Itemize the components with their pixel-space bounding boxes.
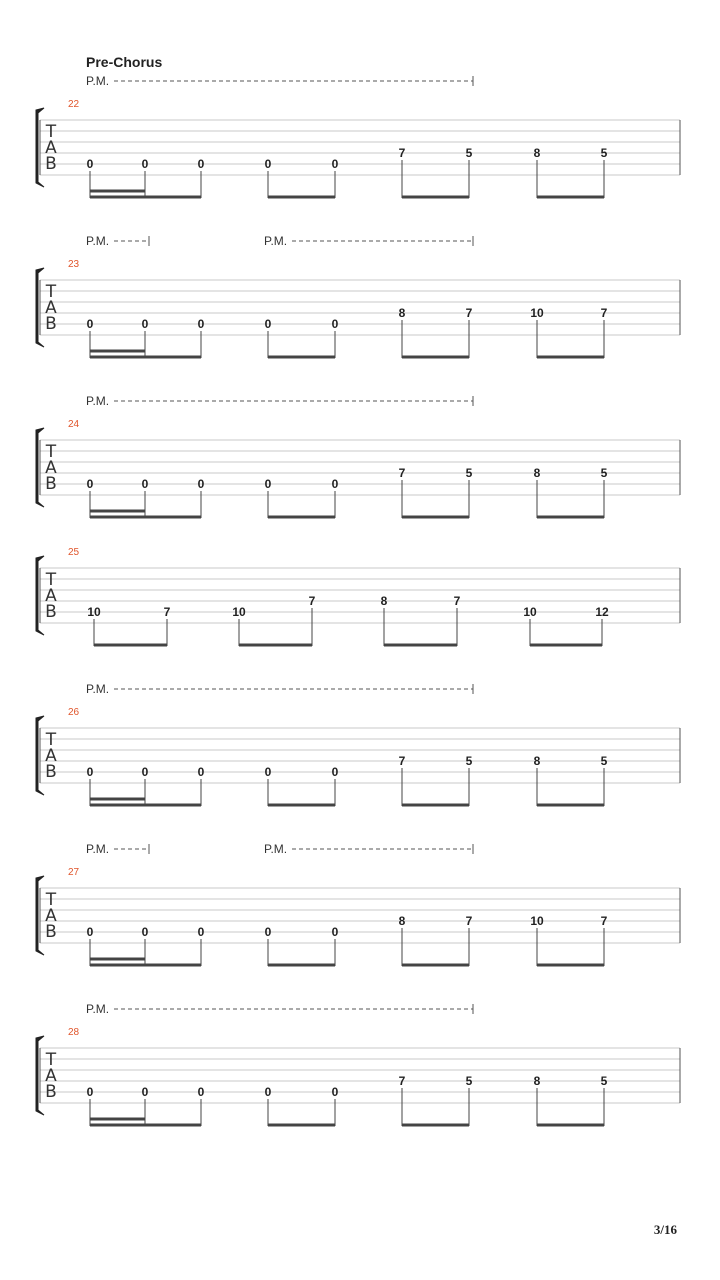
fret-number: 5 xyxy=(465,754,473,768)
tab-clef-letter: B xyxy=(45,922,57,942)
section-title: Pre-Chorus xyxy=(86,54,163,70)
fret-number: 0 xyxy=(331,765,339,779)
fret-number: 0 xyxy=(197,157,205,171)
palm-mute-label: P.M. xyxy=(264,234,288,248)
palm-mute-label: P.M. xyxy=(86,1002,110,1016)
fret-number: 0 xyxy=(141,477,149,491)
fret-number: 0 xyxy=(331,925,339,939)
tab-clef-letter: T xyxy=(45,570,57,590)
tab-clef-letter: A xyxy=(45,746,57,766)
fret-number: 0 xyxy=(264,157,272,171)
fret-number: 0 xyxy=(86,477,94,491)
fret-number: 0 xyxy=(197,1085,205,1099)
palm-mute-label: P.M. xyxy=(86,74,110,88)
fret-number: 0 xyxy=(141,1085,149,1099)
fret-number: 7 xyxy=(600,914,608,928)
fret-number: 5 xyxy=(465,1074,473,1088)
tab-clef-letter: A xyxy=(45,586,57,606)
fret-number: 0 xyxy=(197,317,205,331)
fret-number: 0 xyxy=(264,1085,272,1099)
fret-number: 5 xyxy=(600,754,608,768)
fret-number: 8 xyxy=(533,146,541,160)
fret-number: 10 xyxy=(530,914,544,928)
fret-number: 0 xyxy=(86,765,94,779)
fret-number: 0 xyxy=(141,157,149,171)
fret-number: 10 xyxy=(232,605,246,619)
fret-number: 0 xyxy=(264,765,272,779)
fret-number: 0 xyxy=(197,477,205,491)
fret-number: 0 xyxy=(264,317,272,331)
fret-number: 7 xyxy=(398,466,406,480)
tab-clef-letter: B xyxy=(45,314,57,334)
fret-number: 7 xyxy=(308,594,316,608)
fret-number: 0 xyxy=(197,925,205,939)
fret-number: 8 xyxy=(380,594,388,608)
fret-number: 0 xyxy=(141,317,149,331)
bar-number: 25 xyxy=(68,547,80,558)
fret-number: 0 xyxy=(197,765,205,779)
tab-clef-letter: B xyxy=(45,1082,57,1102)
fret-number: 7 xyxy=(163,605,171,619)
palm-mute-label: P.M. xyxy=(86,234,110,248)
bar-number: 23 xyxy=(68,259,80,270)
fret-number: 10 xyxy=(87,605,101,619)
fret-number: 12 xyxy=(595,605,609,619)
fret-number: 5 xyxy=(600,1074,608,1088)
tab-clef-letter: T xyxy=(45,730,57,750)
tab-clef-letter: A xyxy=(45,298,57,318)
bar-number: 27 xyxy=(68,867,80,878)
fret-number: 0 xyxy=(86,925,94,939)
tab-clef-letter: B xyxy=(45,154,57,174)
tab-clef-letter: T xyxy=(45,282,57,302)
palm-mute-label: P.M. xyxy=(86,682,110,696)
fret-number: 10 xyxy=(523,605,537,619)
fret-number: 8 xyxy=(533,1074,541,1088)
fret-number: 7 xyxy=(398,1074,406,1088)
fret-number: 5 xyxy=(465,466,473,480)
palm-mute-label: P.M. xyxy=(264,842,288,856)
fret-number: 0 xyxy=(264,925,272,939)
fret-number: 7 xyxy=(600,306,608,320)
fret-number: 8 xyxy=(533,466,541,480)
fret-number: 0 xyxy=(86,1085,94,1099)
tab-clef-letter: A xyxy=(45,458,57,478)
fret-number: 8 xyxy=(398,306,406,320)
tab-clef-letter: T xyxy=(45,442,57,462)
page-number: 3/16 xyxy=(653,1222,677,1237)
palm-mute-label: P.M. xyxy=(86,394,110,408)
tab-clef-letter: T xyxy=(45,1050,57,1070)
fret-number: 0 xyxy=(86,157,94,171)
fret-number: 0 xyxy=(141,765,149,779)
fret-number: 7 xyxy=(398,754,406,768)
fret-number: 7 xyxy=(453,594,461,608)
fret-number: 5 xyxy=(600,466,608,480)
tab-clef-letter: A xyxy=(45,906,57,926)
fret-number: 7 xyxy=(465,306,473,320)
bar-number: 28 xyxy=(68,1027,80,1038)
fret-number: 7 xyxy=(398,146,406,160)
tab-clef-letter: T xyxy=(45,122,57,142)
fret-number: 0 xyxy=(331,317,339,331)
tab-clef-letter: B xyxy=(45,602,57,622)
fret-number: 8 xyxy=(398,914,406,928)
bar-number: 22 xyxy=(68,99,80,110)
bar-number: 26 xyxy=(68,707,80,718)
fret-number: 0 xyxy=(331,477,339,491)
tab-clef-letter: B xyxy=(45,762,57,782)
palm-mute-label: P.M. xyxy=(86,842,110,856)
tab-clef-letter: B xyxy=(45,474,57,494)
fret-number: 0 xyxy=(264,477,272,491)
fret-number: 8 xyxy=(533,754,541,768)
tab-clef-letter: A xyxy=(45,1066,57,1086)
fret-number: 0 xyxy=(331,157,339,171)
fret-number: 5 xyxy=(465,146,473,160)
fret-number: 5 xyxy=(600,146,608,160)
tab-clef-letter: A xyxy=(45,138,57,158)
bar-number: 24 xyxy=(68,419,80,430)
fret-number: 7 xyxy=(465,914,473,928)
fret-number: 0 xyxy=(86,317,94,331)
tab-clef-letter: T xyxy=(45,890,57,910)
fret-number: 0 xyxy=(331,1085,339,1099)
fret-number: 0 xyxy=(141,925,149,939)
fret-number: 10 xyxy=(530,306,544,320)
